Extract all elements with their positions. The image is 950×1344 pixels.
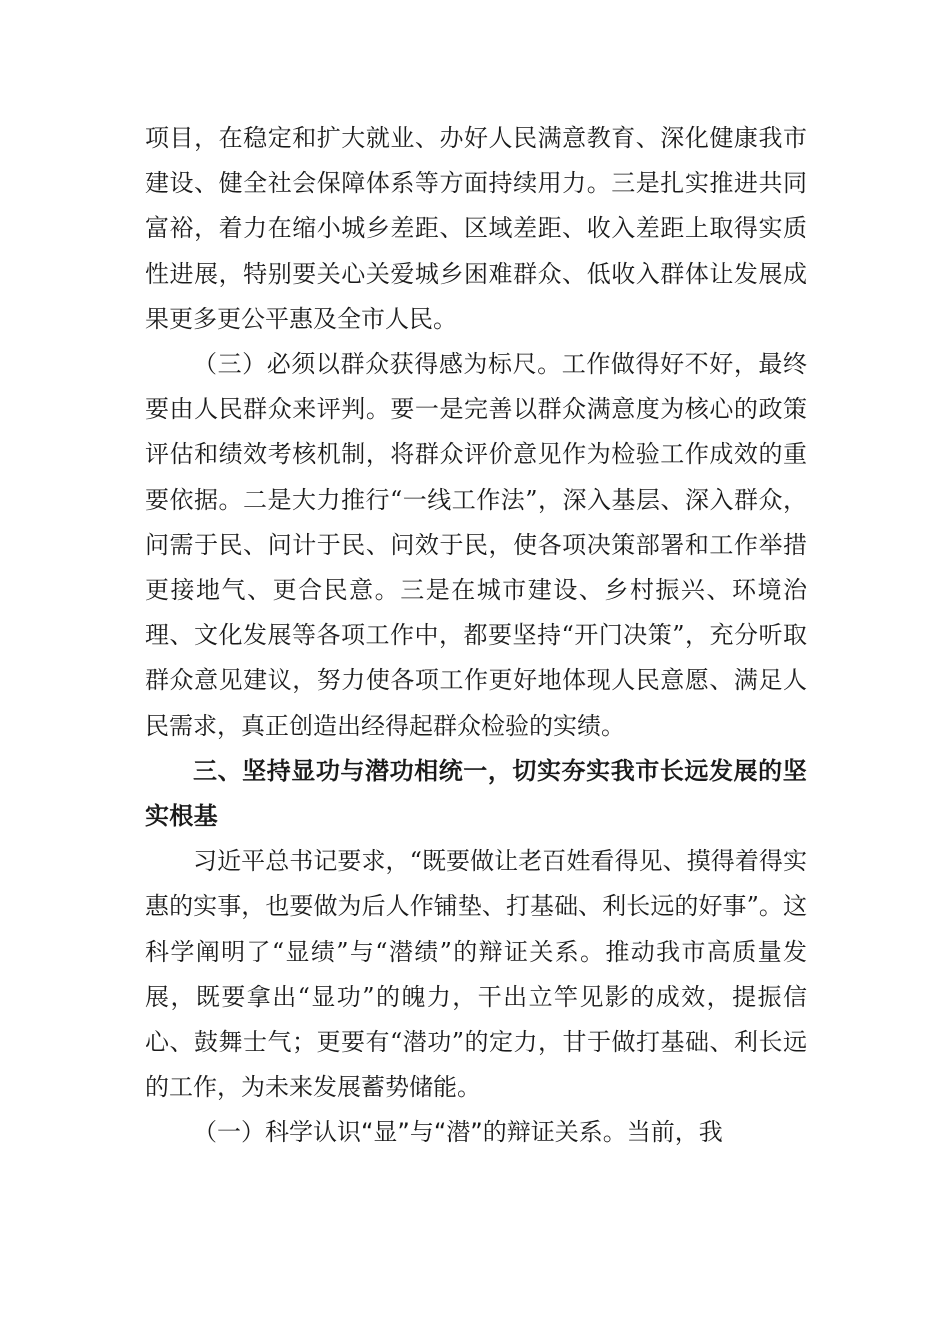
paragraph-body: 当前，我 [626, 1118, 723, 1147]
paragraph-dialectic [145, 1110, 807, 1155]
paragraph-continuation: 项目，在稳定和扩大就业、办好人民满意教育、深化健康我市建设、健全社会保障体系等方面持续用力。三是扎实推进共同富裕，着力在缩小城乡差距、区域差距、收入差距上取得实质性进展，特别要关心关爱城乡困难群众、低收入群体让发展成果更多更公平惠及全市人民。 [145, 124, 807, 333]
paragraph-body: 工作做得好不好，最终要由人民群众来评判。要一是完善以群众满意度为核心的政策评估和绩效考核机制，将群众评价意见作为检验工作成效的重要依据。二是大力推行“一线工作法”，深入基层、深入群众，问需于民、问计于民、问效于民，使各项决策部署和工作举措更接地气、更合民意。三是在城市建设、乡村振兴、环境治理、文化发展等各项工作中，都要坚持“开门决策”，充分听取群众意见建议，努力使各项工作更好地体现人民意愿、满足人民需求，真正创造出经得起群众检验的实绩。 [145, 350, 807, 740]
section-heading: 三、坚持显功与潜功相统一，切实夯实我市长远发展的坚实根基 [145, 756, 807, 831]
subsection-lead-3: （三）必须以群众获得感为标尺。 [193, 350, 562, 379]
paragraph-crowd-satisfaction [145, 342, 807, 749]
paragraph-quote: 习近平总书记要求，“既要做让老百姓看得见、摸得着得实惠的实事，也要做为后人作铺垫、打基础、利长远的好事”。这科学阐明了“显绩”与“潜绩”的辩证关系。推动我市高质量发展，既要拿出“显功”的魄力，干出立竿见影的成效，提振信心、鼓舞士气；更要有“潜功”的定力，甘于做打基础、利长远的工作，为未来发展蓄势储能。 [145, 847, 807, 1102]
subsection-lead-1: （一）科学认识“显”与“潜”的辩证关系。 [193, 1118, 627, 1147]
document-page [145, 116, 807, 1156]
